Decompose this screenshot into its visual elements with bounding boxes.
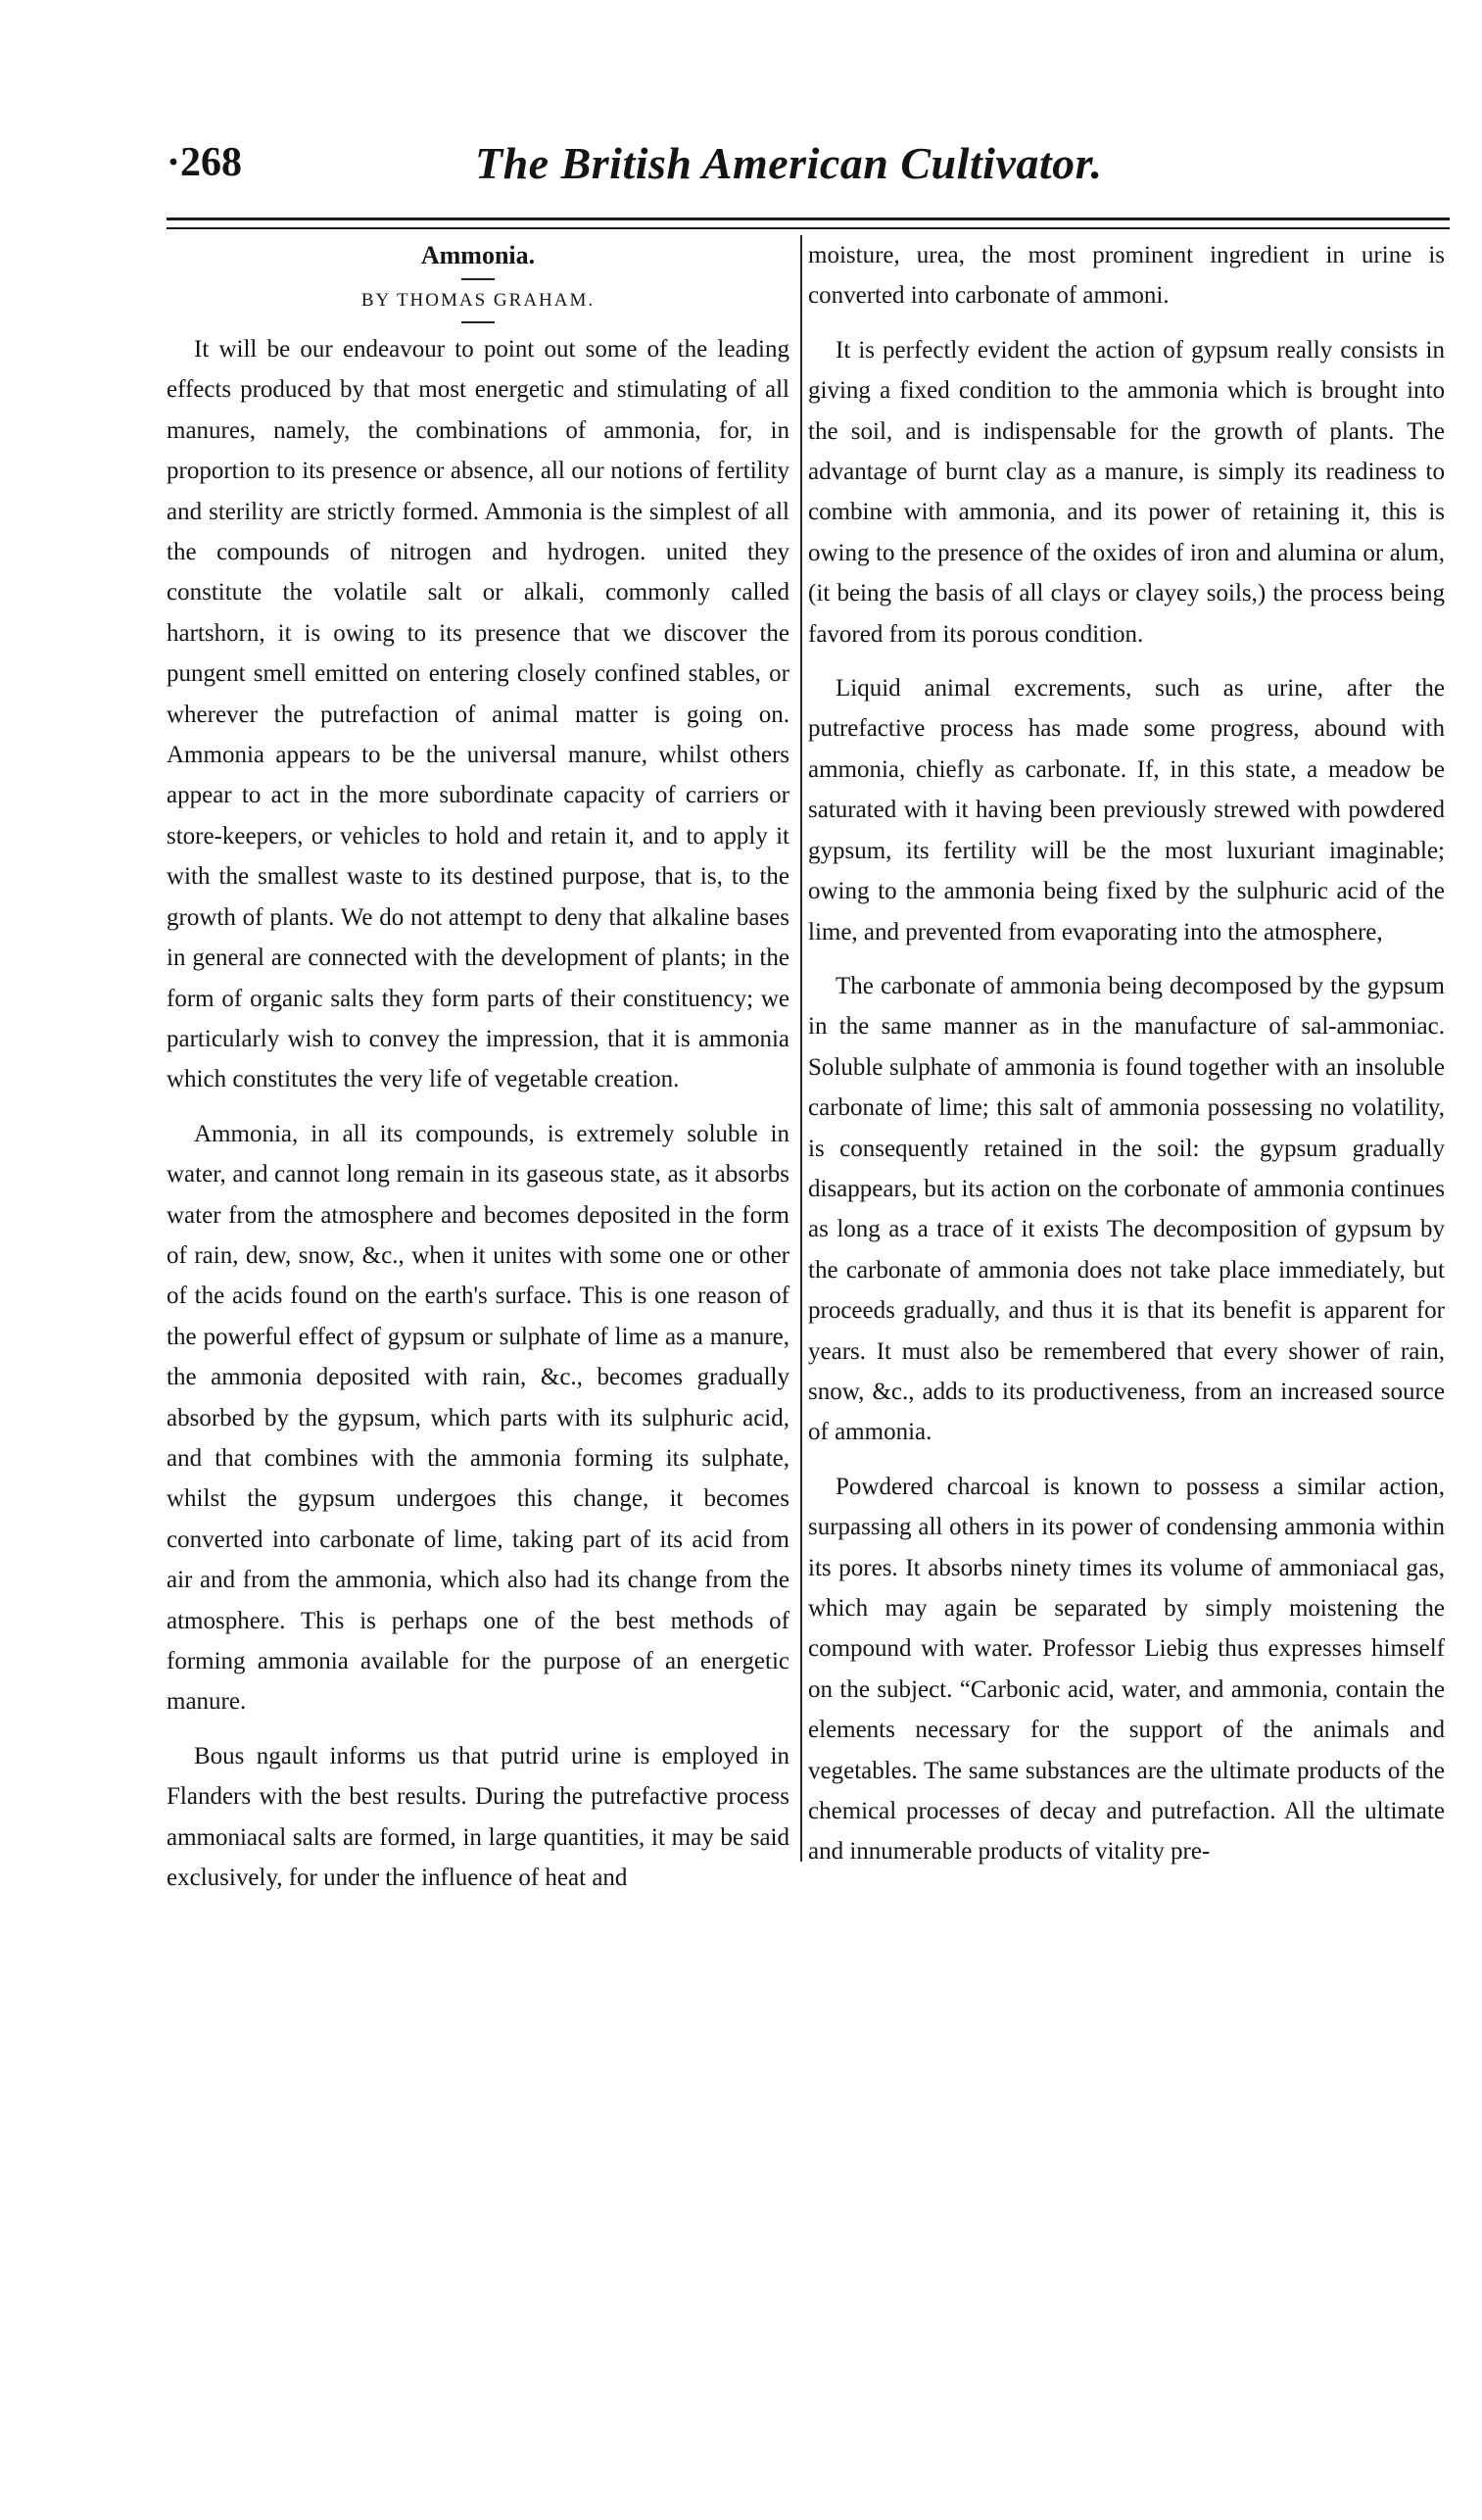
article-byline: BY THOMAS GRAHAM. xyxy=(360,290,596,311)
left-column xyxy=(167,235,789,1898)
column-divider xyxy=(800,235,802,1862)
header-rule xyxy=(167,218,1450,220)
paragraph: Ammonia, in all its compounds, is extremely soluble in water, and cannot long remain in its gaseous state, as it absorbs water from the atmosphere and becomes deposited in the form of rain, dew, snow, &c., when it unites with some one or other of the acids found on the earth's surface. This is one reason of the powerful effect of gypsum or sulphate of lime as a manure, the ammonia deposited with rain, &c., becomes gradually absorbed by the gypsum, which parts with its sulphuric acid, and that combines with the ammonia forming its sulphate, whilst the gypsum undergoes this change, it becomes converted into carbonate of lime, taking part of its acid from air and from the ammonia, which also had its change from the atmosphere. This is perhaps one of the best methods of forming ammonia available for the purpose of an energetic manure. xyxy=(167,1120,789,1716)
paragraph: The carbonate of ammonia being decomposed by the gypsum in the same manner as in the manufacture of sal-ammoniac. Soluble sulphate of ammonia is found together with an insoluble carbonate of lime; this salt of ammonia possessing no volatility, is consequently retained in the soil: the gypsum gradually disappears, but its action on the corbonate of ammonia continues as long as a trace of it exists The decomposition of gypsum by the carbonate of ammonia does not take place immediately, but proceeds gradually, and thus it is that its benefit is apparent for years. It must also be remembered that every shower of rain, snow, &c., adds to its productiveness, from an increased source of ammonia. xyxy=(808,972,1445,1446)
paragraph: Liquid animal excrements, such as urine, after the putrefactive process has made some progress, abound with ammonia, chiefly as carbonate. If, in this state, a meadow be saturated with it having been previously strewed with powdered gypsum, its fertility will be the most luxuriant imaginable; owing to the ammonia being fixed by the sulphuric acid of the lime, and prevented from evaporating into the atmosphere, xyxy=(808,675,1445,945)
page-header xyxy=(167,139,1440,208)
byline-dash xyxy=(461,321,495,323)
article-heading: Ammonia. xyxy=(420,241,536,269)
running-title: The British American Cultivator. xyxy=(475,138,1103,188)
paragraph: Powdered charcoal is known to possess a similar action, surpassing all others in its power of condensing ammonia within its pores. It absorbs ninety times its volume of ammoniacal gas, which may again be separated by simply moistening the compound with water. Professor Liebig thus expresses himself on the subject. “Carbonic acid, water, and ammonia, contain the elements necessary for the support of the animals and vegetables. The same substances are the ultimate products of the chemical processes of decay and putrefaction. All the ultimate and innumerable products of vitality pre- xyxy=(808,1473,1445,1866)
heading-dash xyxy=(461,278,495,280)
page-number: ·268 xyxy=(167,140,243,185)
paragraph: Bous ngault informs us that putrid urine is employed in Flanders with the best results. During the putrefactive process ammoniacal salts are formed, in large quantities, it may be said exclusively, for under the influence of heat and xyxy=(167,1742,789,1892)
right-column xyxy=(808,235,1445,1872)
paragraph: It is perfectly evident the action of gypsum really consists in giving a fixed condition to the ammonia which is brought into the soil, and is indispensable for the growth of plants. The advantage of burnt clay as a manure, is simply its readiness to combine with ammonia, and its power of retaining it, this is owing to the presence of the oxides of iron and alumina or alum, (it being the basis of all clays or clayey soils,) the process being favored from its porous condition. xyxy=(808,336,1445,648)
header-rule-thin xyxy=(167,227,1450,229)
paragraph: It will be our endeavour to point out some of the leading effects produced by that most energetic and stimulating of all manures, namely, the combinations of ammonia, for, in proportion to its presence or absence, all our notions of fertility and sterility are strictly formed. Ammonia is the simplest of all the compounds of nitrogen and hydrogen. united they constitute the volatile salt or alkali, commonly called hartshorn, it is owing to its presence that we discover the pungent smell emitted on entering closely confined stables, or wherever the putrefaction of animal matter is going on. Ammonia appears to be the universal manure, whilst others appear to act in the more subordinate capacity of carriers or store-keepers, or vehicles to hold and retain it, and to apply it with the smallest waste to its destined purpose, that is, to the growth of plants. We do not attempt to deny that alkaline bases in general are connected with the development of plants; in the form of organic salts they form parts of their constituency; we particularly wish to convey the impression, that it is ammonia which constitutes the very life of vegetable creation. xyxy=(167,336,789,1093)
paragraph-continued: moisture, urea, the most prominent ingredient in urine is converted into carbonate of ammoni. xyxy=(808,242,1445,310)
